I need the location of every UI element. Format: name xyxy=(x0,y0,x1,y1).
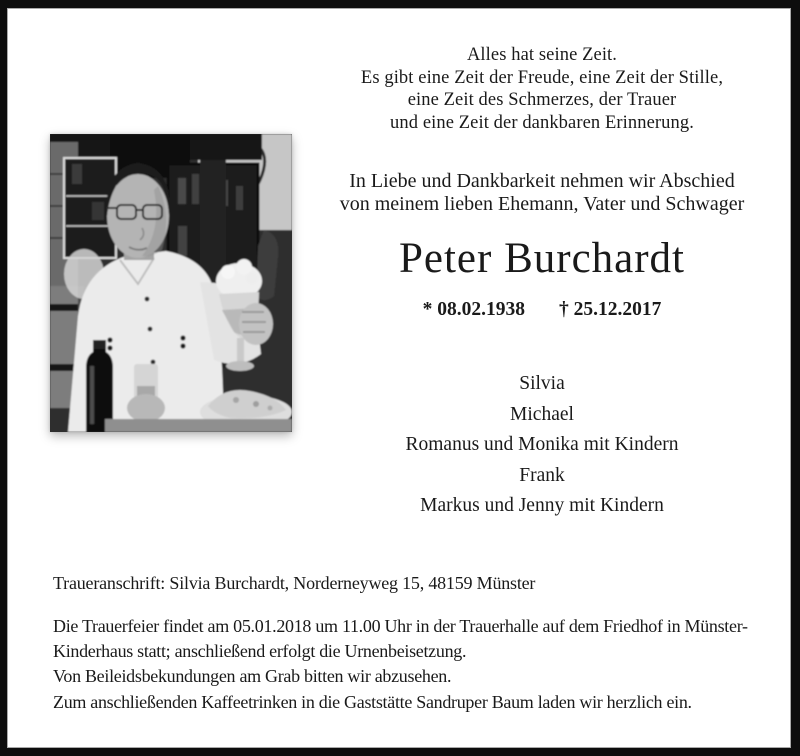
funeral-details xyxy=(53,614,769,715)
mourning-address: Traueranschrift: Silvia Burchardt, Norderneyweg 15, 48159 Münster xyxy=(53,573,536,593)
condolence-note: Von Beileidsbekundungen am Grab bitten wir abzusehen. xyxy=(53,666,452,687)
life-dates xyxy=(330,299,754,321)
birth-date: * 08.02.1938 xyxy=(422,299,525,320)
deceased-name: Peter Burchardt xyxy=(398,235,686,282)
mourner: Silvia xyxy=(519,373,565,394)
mourner: Michael xyxy=(510,403,574,425)
mourner: Markus und Jenny mit Kindern xyxy=(420,495,664,516)
verse-line: eine Zeit des Schmerzes, der Trauer xyxy=(407,90,677,110)
verse-line: Alles hat seine Zeit. xyxy=(466,45,618,65)
funeral-service-info: Die Trauerfeier findet am 05.01.2018 um 11.00 Uhr in der Trauerhalle auf dem Friedhof in Münster-Kinderhaus statt; anschließend erfolgt die Urnenbeisetzung. xyxy=(53,616,748,662)
death-date: † 25.12.2017 xyxy=(559,299,662,320)
intro-line: von meinem lieben Ehemann, Vater und Schwager xyxy=(339,193,745,215)
farewell-intro xyxy=(330,170,754,216)
mourners-list xyxy=(330,369,754,522)
photo-illustration xyxy=(50,134,292,432)
mourner: Romanus und Monika mit Kindern xyxy=(405,434,679,455)
mourner: Frank xyxy=(519,464,565,486)
memorial-verse xyxy=(330,44,754,134)
verse-line: und eine Zeit der dankbaren Erinnerung. xyxy=(390,112,694,133)
intro-line: In Liebe und Dankbarkeit nehmen wir Abschied xyxy=(349,170,735,192)
coffee-invitation: Zum anschließenden Kaffeetrinken in die Gaststätte Sandruper Baum laden wir herzlich ein. xyxy=(53,691,692,712)
verse-line: Es gibt eine Zeit der Freude, eine Zeit der Stille, xyxy=(360,67,724,88)
deceased-photo xyxy=(50,134,292,432)
